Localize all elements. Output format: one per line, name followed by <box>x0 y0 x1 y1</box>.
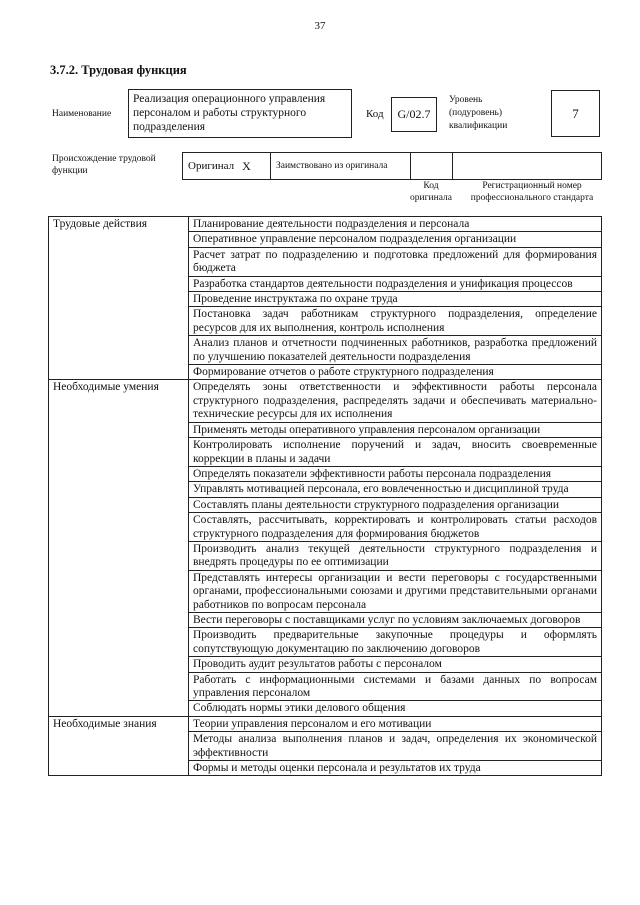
section-title-cell <box>49 307 189 336</box>
code-caption <box>400 180 462 204</box>
table-row <box>49 513 602 542</box>
section-title-cell <box>49 336 189 365</box>
section-title: Необходимые умения <box>49 380 189 422</box>
original-code-cell <box>411 153 453 179</box>
table-row <box>49 716 602 731</box>
table-cell: Формирование отчетов о работе структурного подразделения <box>189 365 602 380</box>
table-row <box>49 612 602 627</box>
code-caption-line-2: оригинала <box>410 193 452 203</box>
section-title-cell <box>49 672 189 701</box>
table-cell: Расчет затрат по подразделению и подготовка предложений для формирования бюджета <box>189 247 602 276</box>
table-row <box>49 657 602 672</box>
table-cell: Методы анализа выполнения планов и задач, определения их экономической эффективности <box>189 732 602 761</box>
code-box <box>391 97 437 132</box>
section-title: Трудовые действия <box>49 217 189 232</box>
code-value: G/02.7 <box>397 107 431 121</box>
table-cell: Представлять интересы организации и вести переговоры с государственными органами, профессиональными союзами и другими представительными органами работников по вопросам персонала <box>189 570 602 612</box>
section-title-cell <box>49 466 189 481</box>
table-row <box>49 292 602 307</box>
section-title-cell <box>49 292 189 307</box>
table-cell: Проведение инструктажа по охране труда <box>189 292 602 307</box>
table-row <box>49 232 602 247</box>
level-value: 7 <box>572 105 579 121</box>
table-row <box>49 380 602 422</box>
table-row <box>49 466 602 481</box>
code-caption-line-1: Код <box>423 181 439 191</box>
table-cell: Соблюдать нормы этики делового общения <box>189 701 602 716</box>
function-name-box <box>128 89 352 138</box>
level-label-line-3: квалификации <box>449 121 508 131</box>
table-cell: Работать с информационными системами и базами данных по вопросам управления персоналом <box>189 672 602 701</box>
table-cell: Формы и методы оценки персонала и результатов их труда <box>189 761 602 776</box>
section-title-cell <box>49 612 189 627</box>
table-row <box>49 422 602 437</box>
section-heading: 3.7.2. Трудовая функция <box>50 63 187 77</box>
table-cell: Вести переговоры с поставщиками услуг по условиям заключаемых договоров <box>189 612 602 627</box>
code-label: Код <box>366 108 384 120</box>
table-cell: Планирование деятельности подразделения и персонала <box>189 217 602 232</box>
table-cell: Составлять, рассчитывать, корректировать и контролировать статьи расходов структурного подразделения для формирования бюджетов <box>189 513 602 542</box>
origin-row <box>182 152 602 180</box>
section-title-cell <box>49 541 189 570</box>
section-title-cell <box>49 422 189 437</box>
borrowed-cell: Заимствовано из оригинала <box>271 153 411 179</box>
section-title: Необходимые знания <box>49 716 189 731</box>
original-label: Оригинал <box>188 160 235 172</box>
table-cell: Составлять планы деятельности структурного подразделения организации <box>189 497 602 512</box>
table-cell: Производить анализ текущей деятельности структурного подразделения и внедрять процедуры по ее оптимизации <box>189 541 602 570</box>
table-cell: Проводить аудит результатов работы с персоналом <box>189 657 602 672</box>
origin-label-line-2: функции <box>52 166 88 176</box>
level-label-line-1: Уровень <box>449 95 483 105</box>
table-row <box>49 217 602 232</box>
table-row <box>49 365 602 380</box>
table-cell: Анализ планов и отчетности подчиненных работников, разработка предложений по улучшению показателей деятельности подразделения <box>189 336 602 365</box>
page-number: 37 <box>314 20 326 32</box>
table-row <box>49 482 602 497</box>
section-title-cell <box>49 628 189 657</box>
table-row <box>49 541 602 570</box>
table-cell: Теории управления персоналом и его мотивации <box>189 716 602 731</box>
origin-label <box>52 153 156 177</box>
table-cell: Управлять мотивацией персонала, его вовлеченностью и дисциплиной труда <box>189 482 602 497</box>
table-row <box>49 307 602 336</box>
original-cell <box>183 153 271 179</box>
table-cell: Разработка стандартов деятельности подразделения и унификация процессов <box>189 276 602 291</box>
section-title-cell <box>49 761 189 776</box>
reg-caption <box>462 180 602 204</box>
table-row <box>49 497 602 512</box>
table-cell: Производить предварительные закупочные процедуры и оформлять сопутствующую документацию по заключению договоров <box>189 628 602 657</box>
function-details-table <box>48 216 602 776</box>
table-row <box>49 732 602 761</box>
section-title-cell <box>49 276 189 291</box>
section-title-cell <box>49 438 189 467</box>
table-row <box>49 701 602 716</box>
table-row <box>49 570 602 612</box>
table-row <box>49 628 602 657</box>
section-title-cell <box>49 232 189 247</box>
original-mark: X <box>242 158 251 173</box>
section-title-cell <box>49 365 189 380</box>
section-title-cell <box>49 701 189 716</box>
section-title-cell <box>49 657 189 672</box>
reg-caption-line-1: Регистрационный номер <box>482 181 582 191</box>
table-row <box>49 276 602 291</box>
section-title-cell <box>49 513 189 542</box>
section-title-cell <box>49 482 189 497</box>
table-row <box>49 438 602 467</box>
table-cell: Определять зоны ответственности и эффективности работы персонала структурного подразделения, распределять задачи и обеспечивать материально-технические ресурсы для их исполнения <box>189 380 602 422</box>
section-title-cell <box>49 497 189 512</box>
reg-number-cell <box>453 153 603 179</box>
section-title-cell <box>49 570 189 612</box>
function-name-value: Реализация операционного управления персоналом и работы структурного подразделения <box>133 93 326 133</box>
table-row <box>49 761 602 776</box>
level-label-line-2: (подуровень) <box>449 108 503 118</box>
table-cell: Определять показатели эффективности работы персонала подразделения <box>189 466 602 481</box>
level-label <box>449 94 507 133</box>
origin-label-line-1: Происхождение трудовой <box>52 154 156 164</box>
table-cell: Применять методы оперативного управления персоналом организации <box>189 422 602 437</box>
table-cell: Контролировать исполнение поручений и задач, вносить своевременные коррекции в планы и задачи <box>189 438 602 467</box>
table-cell: Оперативное управление персоналом подразделения организации <box>189 232 602 247</box>
reg-caption-line-2: профессионального стандарта <box>470 193 594 203</box>
table-row <box>49 336 602 365</box>
table-row <box>49 247 602 276</box>
table-row <box>49 672 602 701</box>
level-box <box>551 90 600 137</box>
name-label: Наименование <box>52 109 112 119</box>
section-title-cell <box>49 732 189 761</box>
table-cell: Постановка задач работникам структурного подразделения, определение ресурсов для их выполнения, контроль исполнения <box>189 307 602 336</box>
section-title-cell <box>49 247 189 276</box>
